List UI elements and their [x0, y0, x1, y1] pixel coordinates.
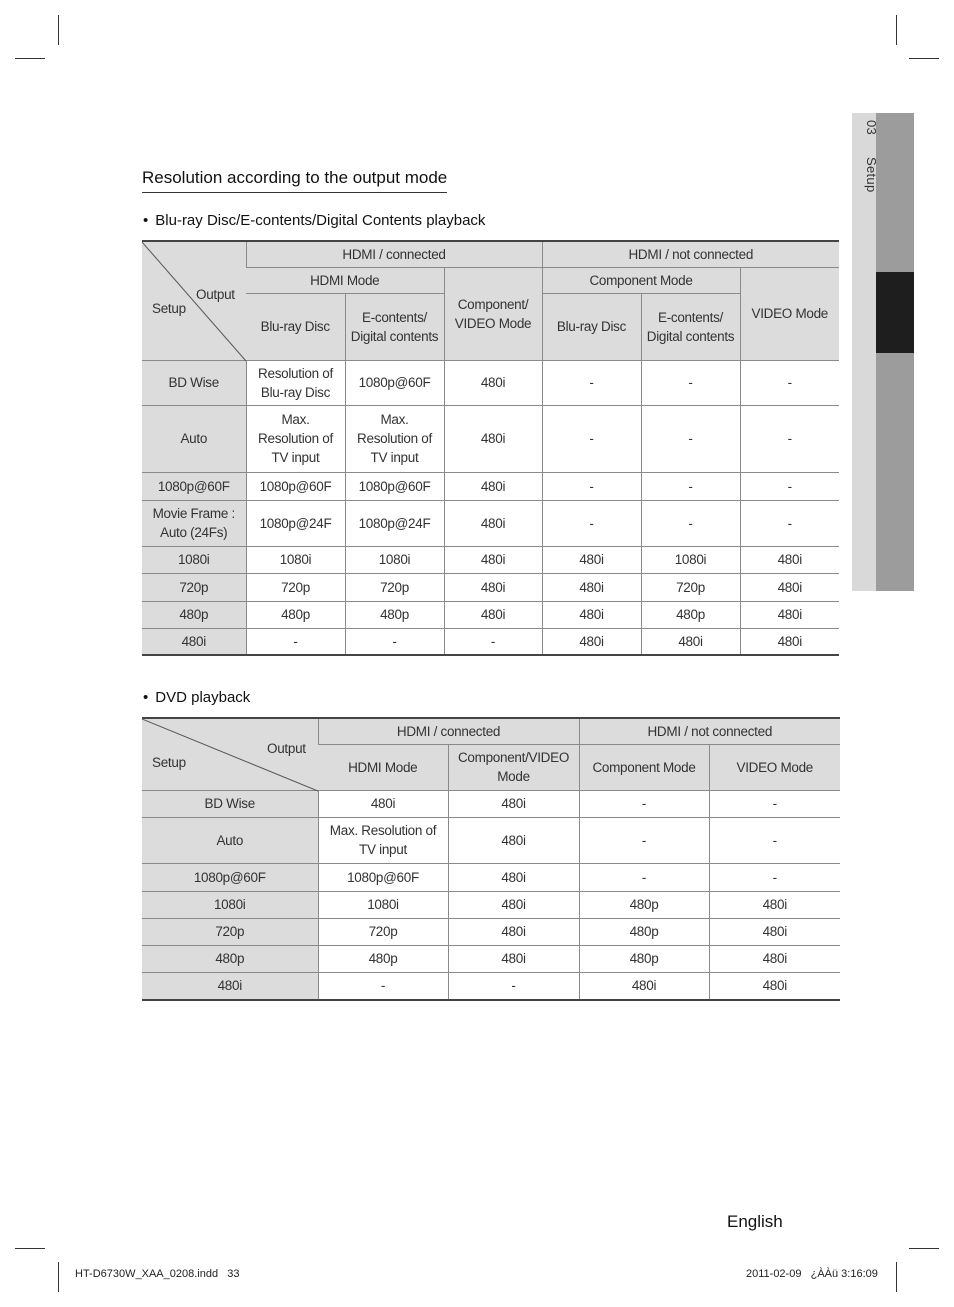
row-label: 720p [142, 573, 246, 601]
table-cell: - [740, 472, 839, 500]
header-hdmi-not-connected: HDMI / not connected [579, 718, 840, 744]
table-row [142, 891, 840, 918]
table-cell: 480i [579, 972, 709, 1000]
table-cell: 480i [740, 573, 839, 601]
table-cell: 480i [448, 817, 579, 863]
table-row [142, 863, 840, 891]
table-cell: 1080p@60F [246, 472, 345, 500]
header-econtents: E-contents/ Digital contents [345, 293, 444, 360]
row-label: BD Wise [142, 360, 246, 405]
table-cell: 480i [318, 790, 448, 817]
corner-output-label: Output [196, 287, 235, 302]
table-row [142, 360, 839, 405]
header-video-mode: VIDEO Mode [740, 267, 839, 360]
crop-mark [896, 1262, 897, 1292]
table-row [142, 918, 840, 945]
table-cell: - [444, 628, 542, 655]
row-label: 720p [142, 918, 318, 945]
header-component-video-mode: Component/VIDEO Mode [448, 744, 579, 790]
table-row [142, 472, 839, 500]
table-cell: 480i [709, 918, 840, 945]
table-cell: 480i [448, 891, 579, 918]
table-cell: 480i [448, 790, 579, 817]
crop-mark [15, 1248, 45, 1249]
table-row [142, 405, 839, 472]
row-label: 1080i [142, 546, 246, 573]
bluray-bullet: • Blu-ray Disc/E-contents/Digital Contents playback [143, 212, 485, 229]
header-component-video-mode: Component/ VIDEO Mode [444, 267, 542, 360]
table-cell: 1080i [246, 546, 345, 573]
table-row [142, 546, 839, 573]
table-cell: 480i [444, 601, 542, 628]
chapter-name: Setup [864, 156, 879, 193]
table-row [142, 601, 839, 628]
row-label: Auto [142, 817, 318, 863]
table-cell: - [740, 360, 839, 405]
table-cell: 480i [641, 628, 740, 655]
table-cell: 480i [542, 628, 641, 655]
crop-mark [15, 58, 45, 59]
table-cell: 480i [740, 601, 839, 628]
footer-file-name: HT-D6730W_XAA_0208.indd 33 [75, 1268, 240, 1280]
row-label: Auto [142, 405, 246, 472]
section-title: Resolution according to the output mode [142, 168, 447, 193]
table-cell: - [641, 472, 740, 500]
row-label: 480i [142, 972, 318, 1000]
table-cell: - [641, 500, 740, 546]
header-component-mode: Component Mode [579, 744, 709, 790]
table-cell: 480p [318, 945, 448, 972]
row-label: 480i [142, 628, 246, 655]
table-row [142, 817, 840, 863]
table-cell: - [542, 500, 641, 546]
table-cell: 480i [542, 573, 641, 601]
header-bluray-disc: Blu-ray Disc [542, 293, 641, 360]
table-cell: 480i [542, 601, 641, 628]
corner-setup-label: Setup [152, 755, 186, 770]
chapter-tab-label [864, 120, 879, 210]
corner-setup-label: Setup [152, 301, 186, 316]
table-cell: 1080i [641, 546, 740, 573]
table-cell: - [740, 405, 839, 472]
header-hdmi-not-connected: HDMI / not connected [542, 241, 839, 267]
table-cell: 480i [444, 573, 542, 601]
header-hdmi-mode: HDMI Mode [246, 267, 444, 293]
table-row [142, 790, 840, 817]
table-cell: - [709, 817, 840, 863]
row-label: 1080p@60F [142, 863, 318, 891]
table-cell: 480p [345, 601, 444, 628]
table-row [142, 573, 839, 601]
bluray-resolution-table [142, 240, 839, 656]
table-row [142, 500, 839, 546]
header-econtents: E-contents/ Digital contents [641, 293, 740, 360]
dvd-bullet: • DVD playback [143, 689, 250, 706]
table-cell: 480i [542, 546, 641, 573]
table-row [142, 945, 840, 972]
table-cell: - [542, 472, 641, 500]
table-cell: 1080p@60F [318, 863, 448, 891]
table-cell: 1080p@24F [246, 500, 345, 546]
table-cell: - [579, 817, 709, 863]
dvd-resolution-table [142, 717, 840, 1001]
footer-language: English [727, 1212, 783, 1231]
table-corner [142, 241, 246, 360]
table-cell: 480i [444, 405, 542, 472]
table-cell: Max. Resolution of TV input [246, 405, 345, 472]
table-cell: - [345, 628, 444, 655]
table-cell: 720p [318, 918, 448, 945]
footer-timestamp: 2011-02-09 ¿ÀÀü 3:16:09 [746, 1268, 878, 1280]
header-bluray-disc: Blu-ray Disc [246, 293, 345, 360]
table-row [142, 972, 840, 1000]
table-cell: - [641, 405, 740, 472]
table-cell: - [542, 405, 641, 472]
row-label: Movie Frame : Auto (24Fs) [142, 500, 246, 546]
table-cell: 1080p@60F [345, 360, 444, 405]
table-cell: - [579, 863, 709, 891]
table-cell: 480p [579, 945, 709, 972]
table-cell: - [709, 790, 840, 817]
table-cell: 480i [444, 500, 542, 546]
crop-mark [58, 1262, 59, 1292]
table-cell: 720p [641, 573, 740, 601]
corner-output-label: Output [267, 741, 306, 756]
table-cell: 480p [579, 891, 709, 918]
table-cell: 480i [448, 945, 579, 972]
crop-mark [896, 15, 897, 45]
table-cell: Max. Resolution of TV input [345, 405, 444, 472]
table-cell: - [709, 863, 840, 891]
row-label: 1080i [142, 891, 318, 918]
table-cell: - [448, 972, 579, 1000]
table-cell: - [542, 360, 641, 405]
crop-mark [909, 1248, 939, 1249]
table-cell: 720p [345, 573, 444, 601]
header-component-mode: Component Mode [542, 267, 740, 293]
table-cell: 480i [740, 628, 839, 655]
table-cell: Max. Resolution of TV input [318, 817, 448, 863]
table-cell: 480p [246, 601, 345, 628]
row-label: 480p [142, 601, 246, 628]
chapter-number: 03 [864, 120, 879, 136]
header-hdmi-connected: HDMI / connected [318, 718, 579, 744]
table-cell: 1080i [318, 891, 448, 918]
table-cell: 720p [246, 573, 345, 601]
table-cell: 480i [444, 360, 542, 405]
table-cell: 480i [448, 918, 579, 945]
row-label: BD Wise [142, 790, 318, 817]
crop-mark [58, 15, 59, 45]
table-cell: 480i [448, 863, 579, 891]
table-cell: 480i [444, 546, 542, 573]
table-cell: - [740, 500, 839, 546]
table-cell: 1080p@24F [345, 500, 444, 546]
table-cell: 1080p@60F [345, 472, 444, 500]
table-corner [142, 718, 318, 790]
table-cell: 480i [444, 472, 542, 500]
crop-mark [909, 58, 939, 59]
table-cell: 480p [641, 601, 740, 628]
table-cell: 480p [579, 918, 709, 945]
table-cell: - [641, 360, 740, 405]
table-cell: 480i [709, 972, 840, 1000]
table-cell: Resolution of Blu-ray Disc [246, 360, 345, 405]
row-label: 480p [142, 945, 318, 972]
table-cell: 480i [740, 546, 839, 573]
table-row [142, 628, 839, 655]
chapter-tab-marker [876, 272, 914, 353]
header-hdmi-mode: HDMI Mode [318, 744, 448, 790]
table-cell: - [246, 628, 345, 655]
table-cell: 480i [709, 945, 840, 972]
table-cell: 1080i [345, 546, 444, 573]
table-cell: - [579, 790, 709, 817]
row-label: 1080p@60F [142, 472, 246, 500]
header-video-mode: VIDEO Mode [709, 744, 840, 790]
header-hdmi-connected: HDMI / connected [246, 241, 542, 267]
table-cell: 480i [709, 891, 840, 918]
table-cell: - [318, 972, 448, 1000]
